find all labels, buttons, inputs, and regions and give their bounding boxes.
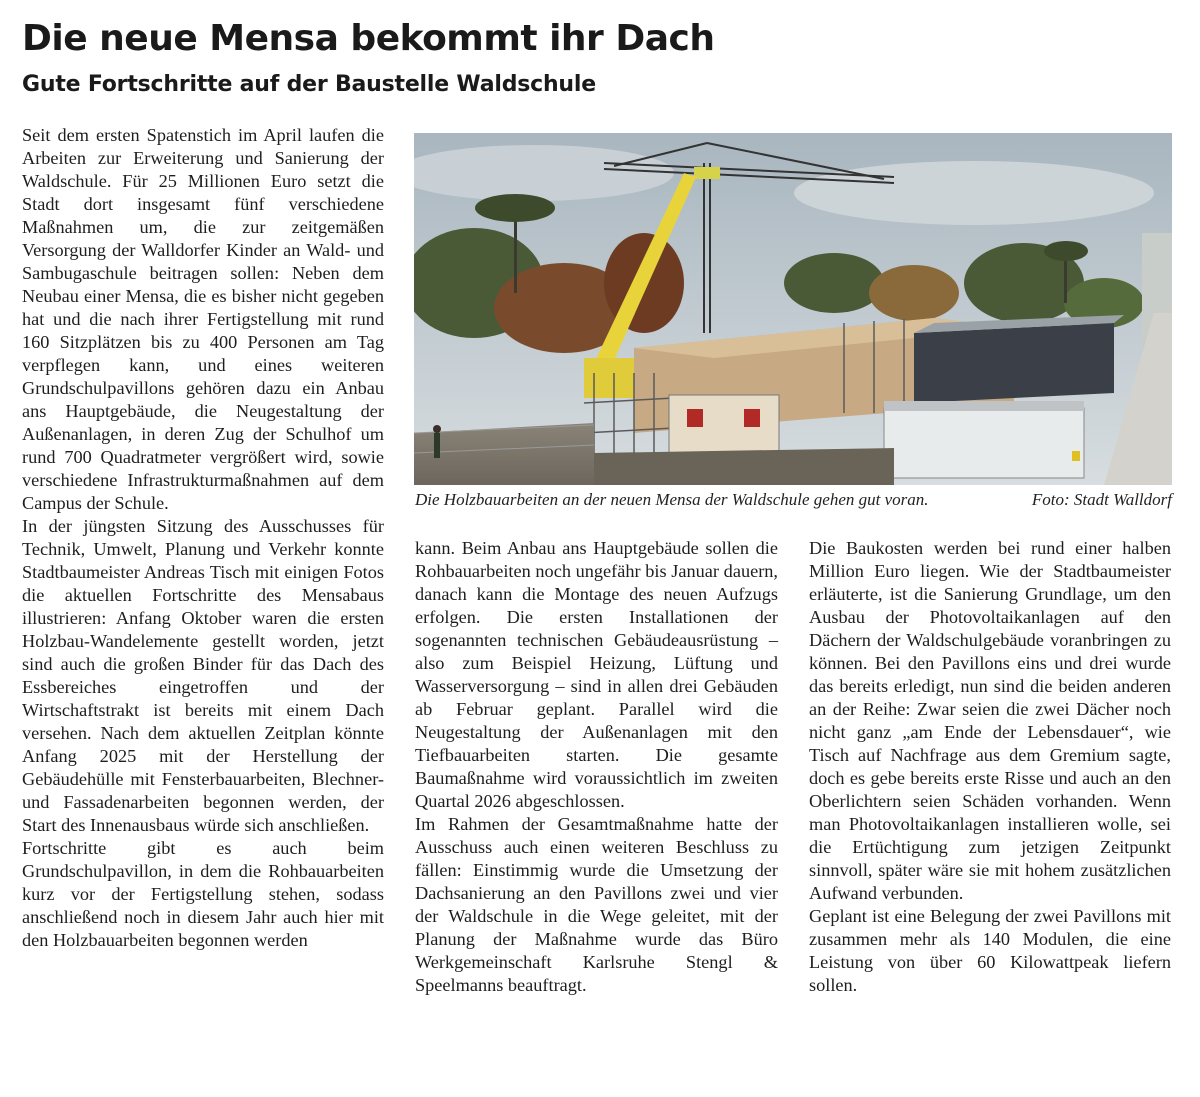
paragraph: kann. Beim Anbau ans Hauptgebäude sollen die Rohbauarbeiten noch ungefähr bis Januar dauern, danach kann die Montage des neuen Aufzugs erfolgen. Die ersten Installationen der sogenannten technischen Gebäudeausrüstung – also zum Beispiel Heizung, Lüftung und Wasserversorgung – sind in allen drei Gebäuden ab Februar geplant. Parallel wird die Neugestaltung der Außenanlagen mit den Tiefbauarbeiten starten. Die gesamte Baumaßnahme wird voraussichtlich im zweiten Quartal 2026 abgeschlossen. xyxy=(415,538,778,811)
photo-caption: Die Holzbauarbeiten an der neuen Mensa der Waldschule gehen gut voran. xyxy=(415,490,929,509)
article-column-3 xyxy=(809,537,1171,997)
article-column-1 xyxy=(22,124,384,952)
construction-photo xyxy=(414,133,1172,485)
paragraph: Seit dem ersten Spatenstich im April laufen die Arbeiten zur Erweiterung und Sanierung der Waldschule. Für 25 Millionen Euro setzt die Stadt dort insgesamt fünf verschiedene Maßnahmen um, die zur zeitgemäßen Versorgung der Walldorfer Kinder an Wald- und Sambugaschule beitragen sollen: Neben dem Neubau einer Mensa, die es bisher nicht gegeben hat und die nach ihrer Fertigstellung mit rund 160 Sitzplätzen bis zu 400 Personen am Tag verpflegen kann, und eines weiteren Grundschulpavillons gehören dazu ein Anbau ans Hauptgebäude, die Neugestaltung der Außenanlagen, in deren Zug der Schulhof um rund 700 Quadratmeter vergrößert wird, sowie verschiedene Infrastrukturmaßnahmen auf dem Campus der Schule. xyxy=(22,125,384,513)
paragraph: Im Rahmen der Gesamtmaßnahme hatte der Ausschuss auch einen weiteren Beschluss zu fällen: Einstimmig wurde die Umsetzung der Dachsanierung an den Pavillons zwei und vier der Waldschule in die Wege geleitet, mit der Planung der Maßnahme wurde das Büro Werkgemeinschaft Karlsruhe Stengl & Speelmanns beauftragt. xyxy=(415,814,778,995)
photo-caption-row xyxy=(415,490,1172,510)
paragraph: Fortschritte gibt es auch beim Grundschulpavillon, in dem die Rohbauarbeiten kurz vor der Fertigstellung stehen, sodass anschließend noch in diesem Jahr auch hier mit den Holzbauarbeiten begonnen werden xyxy=(22,838,384,950)
paragraph: Geplant ist eine Belegung der zwei Pavillons mit zusammen mehr als 140 Modulen, die eine Leistung von über 60 Kilowattpeak liefern sollen. xyxy=(809,906,1171,995)
photo-credit: Foto: Stadt Walldorf xyxy=(1031,490,1172,509)
paragraph: Die Baukosten werden bei rund einer halben Million Euro liegen. Wie der Stadtbaumeister erläuterte, ist die Sanierung Grundlage, um den Ausbau der Photovoltaikanlagen auf den Dächern der Waldschulgebäude voranbringen zu können. Bei den Pavillons eins und drei wurde das bereits erledigt, nun sind die beiden anderen an der Reihe: Zwar seien die zwei Dächer noch nicht ganz „am Ende der Lebensdauer“, wie Tisch auf Nachfrage aus dem Gremium sagte, doch es gebe bereits erste Risse und auch an den Oberlichtern seien Schäden vorhanden. Wenn man Photovoltaikanlagen installieren wolle, sei die Ertüchtigung zum jetzigen Zeitpunkt sinnvoll, später wäre sie mit hohem zusätzlichen Aufwand verbunden. xyxy=(809,538,1171,903)
article-subheadline: Gute Fortschritte auf der Baustelle Waldschule xyxy=(22,72,596,97)
paragraph: In der jüngsten Sitzung des Ausschusses für Technik, Umwelt, Planung und Verkehr konnte Stadtbaumeister Andreas Tisch mit einigen Fotos die aktuellen Fortschritte des Mensabaus illustrieren: Anfang Oktober waren die ersten Holzbau-Wandelemente gestellt worden, jetzt sind auch die großen Binder für das Dach des Essbereiches eingetroffen und der Wirtschaftstrakt ist bereits mit einem Dach versehen. Nach dem aktuellen Zeitplan könnte Anfang 2025 mit der Herstellung der Gebäudehülle mit Fensterbauarbeiten, Blechner- und Fassadenarbeiten begonnen werden, der Start des Innenausbaus würde sich anschließen. xyxy=(22,516,384,835)
article-column-2 xyxy=(415,537,778,997)
article-headline: Die neue Mensa bekommt ihr Dach xyxy=(22,18,715,59)
